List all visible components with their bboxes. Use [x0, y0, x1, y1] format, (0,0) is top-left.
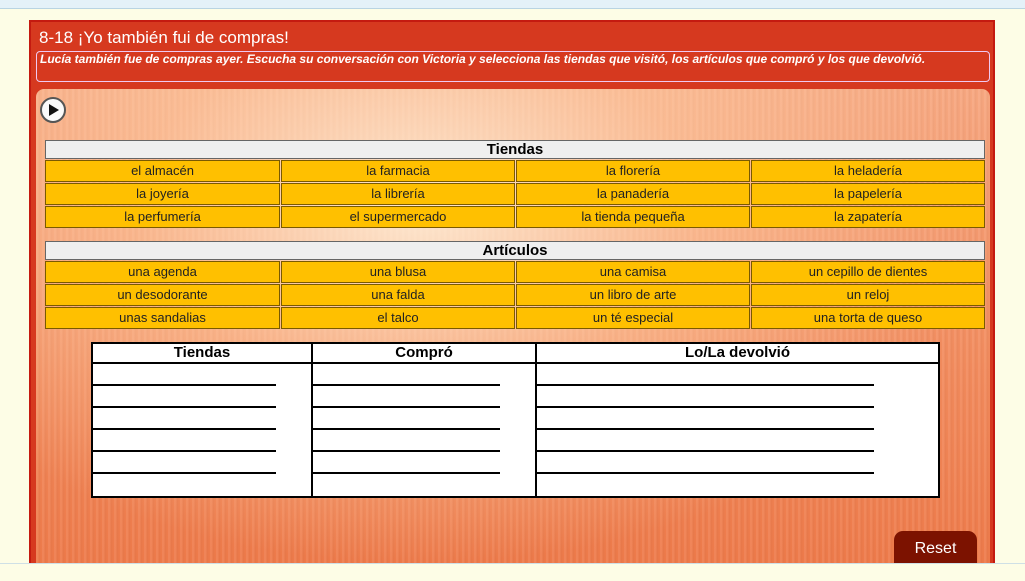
articulo-option[interactable]: un reloj — [751, 284, 985, 306]
tienda-option[interactable]: la joyería — [45, 183, 280, 205]
articulo-option[interactable]: una blusa — [281, 261, 515, 283]
activity-content — [36, 89, 990, 567]
column-header-compro: Compró — [312, 343, 536, 363]
drop-target-compro[interactable] — [312, 452, 536, 474]
answer-row — [92, 408, 939, 430]
drop-target-compro[interactable] — [312, 386, 536, 408]
articulos-bank — [45, 241, 985, 329]
articulos-header: Artículos — [45, 241, 985, 260]
tienda-option[interactable]: la heladería — [751, 160, 985, 182]
articulo-option[interactable]: el talco — [281, 307, 515, 329]
reset-button[interactable]: Reset — [894, 531, 977, 567]
articulo-option[interactable]: un cepillo de dientes — [751, 261, 985, 283]
drop-target-tienda[interactable] — [92, 363, 312, 386]
audio-play-button[interactable] — [40, 97, 66, 123]
column-header-devolvio: Lo/La devolvió — [536, 343, 939, 363]
drop-target-devolvio[interactable] — [536, 452, 939, 474]
bottom-border — [0, 563, 1025, 581]
activity-title: 8-18 ¡Yo también fui de compras! — [39, 28, 289, 47]
tiendas-bank — [45, 140, 985, 228]
answer-row — [92, 386, 939, 408]
articulo-option[interactable]: una camisa — [516, 261, 750, 283]
articulo-option[interactable]: una falda — [281, 284, 515, 306]
drop-target-compro[interactable] — [312, 408, 536, 430]
tienda-option[interactable]: la tienda pequeña — [516, 206, 750, 228]
drop-target-tienda[interactable] — [92, 430, 312, 452]
tiendas-grid — [45, 159, 985, 228]
articulo-option[interactable]: unas sandalias — [45, 307, 280, 329]
tienda-option[interactable]: la farmacia — [281, 160, 515, 182]
answer-row — [92, 430, 939, 452]
instructions-text: Lucía también fue de compras ayer. Escucha su conversación con Victoria y selecciona las tiendas que visitó, los artículos que compró y los que devolvió. — [36, 51, 990, 82]
tienda-option[interactable]: el almacén — [45, 160, 280, 182]
articulos-grid — [45, 260, 985, 329]
column-header-tiendas: Tiendas — [92, 343, 312, 363]
drop-target-devolvio[interactable] — [536, 430, 939, 452]
tienda-option[interactable]: el supermercado — [281, 206, 515, 228]
articulo-option[interactable]: un desodorante — [45, 284, 280, 306]
drop-target-compro[interactable] — [312, 474, 536, 497]
articulo-option[interactable]: una torta de queso — [751, 307, 985, 329]
tienda-option[interactable]: la papelería — [751, 183, 985, 205]
drop-target-devolvio[interactable] — [536, 386, 939, 408]
tienda-option[interactable]: la florería — [516, 160, 750, 182]
drop-target-devolvio[interactable] — [536, 363, 939, 386]
drop-target-tienda[interactable] — [92, 408, 312, 430]
activity-panel — [29, 20, 995, 565]
drop-target-devolvio[interactable] — [536, 474, 939, 497]
tienda-option[interactable]: la zapatería — [751, 206, 985, 228]
top-border — [0, 0, 1025, 9]
drop-target-compro[interactable] — [312, 363, 536, 386]
tiendas-header: Tiendas — [45, 140, 985, 159]
answer-table-header — [92, 343, 939, 363]
drop-target-compro[interactable] — [312, 430, 536, 452]
play-icon — [49, 104, 59, 116]
articulo-option[interactable]: una agenda — [45, 261, 280, 283]
answer-row — [92, 474, 939, 497]
answer-table — [91, 342, 940, 498]
drop-target-tienda[interactable] — [92, 452, 312, 474]
drop-target-tienda[interactable] — [92, 474, 312, 497]
tienda-option[interactable]: la librería — [281, 183, 515, 205]
articulo-option[interactable]: un libro de arte — [516, 284, 750, 306]
answer-row — [92, 452, 939, 474]
articulo-option[interactable]: un té especial — [516, 307, 750, 329]
answer-row — [92, 363, 939, 386]
tienda-option[interactable]: la perfumería — [45, 206, 280, 228]
drop-target-tienda[interactable] — [92, 386, 312, 408]
drop-target-devolvio[interactable] — [536, 408, 939, 430]
tienda-option[interactable]: la panadería — [516, 183, 750, 205]
